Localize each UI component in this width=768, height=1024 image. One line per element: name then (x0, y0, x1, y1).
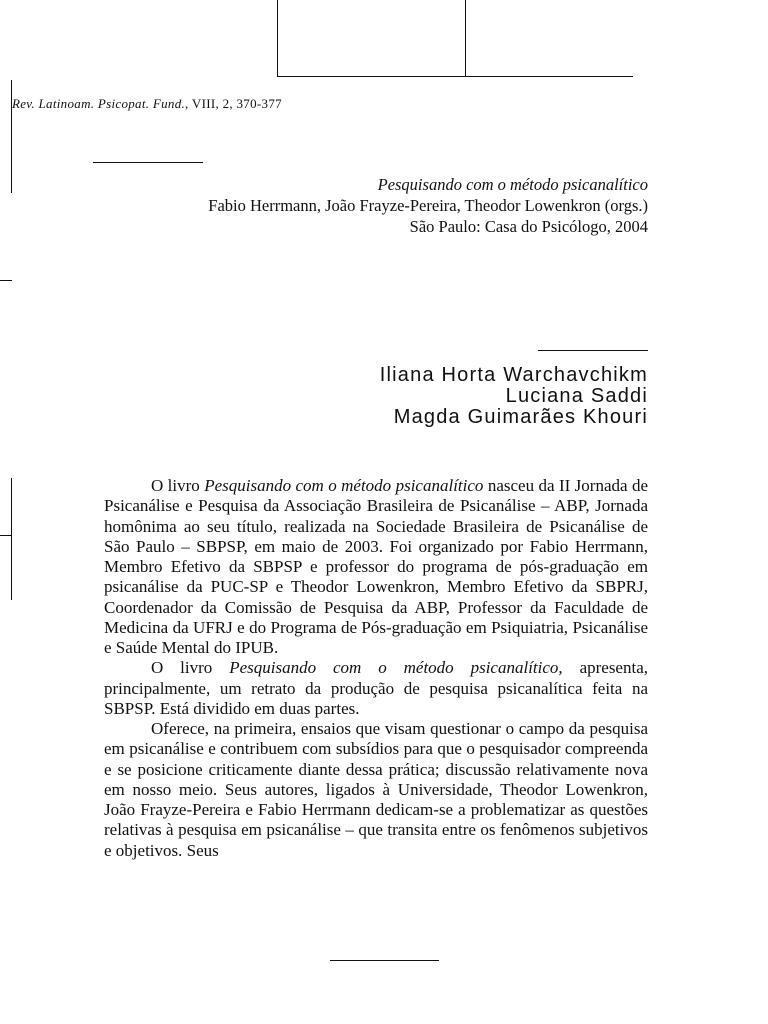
book-publication: São Paulo: Casa do Psicólogo, 2004 (409, 217, 648, 236)
review-authors (148, 365, 648, 428)
book-title: Pesquisando com o método psicanalítico (377, 175, 648, 194)
book-title-inline: Pesquisando com o método psicanalítico, (229, 658, 563, 678)
journal-citation (12, 96, 282, 112)
text-run: nasceu da II Jornada de Psicanálise e Pesquisa da Associação Brasileira de Psicanálise – ABP, Jornada homônima ao seu título, realizada na Sociedade Brasileira de Psicanálise de São Paulo – SBPSP, em maio de 2003. Foi organizado por Fabio Herrmann, Membro Efetivo da SBPSP e professor do programa de pós-graduação em psicanálise da PUC-SP e Theodor Lowenkron, Membro Efetivo da SBPRJ, Coordenador da Comissão de Pesquisa da ABP, Professor da Faculdade de Medicina da UFRJ e do Programa de Pós-graduação em Psiquiatria, Psicanálise e Saúde Mental do IPUB. (104, 476, 648, 657)
book-reference (48, 174, 648, 237)
margin-tick-left (0, 280, 12, 281)
text-run: O livro (151, 476, 205, 495)
review-body (104, 476, 648, 861)
margin-tick-left-lower (0, 535, 12, 536)
paragraph-2 (104, 658, 648, 719)
book-organizers: Fabio Herrmann, João Frayze-Pereira, Theodor Lowenkron (orgs.) (208, 196, 648, 215)
authors-rule (538, 350, 648, 351)
author-name: Magda Guimarães Khouri (393, 406, 648, 428)
text-run: O livro (151, 658, 230, 678)
paragraph-1 (104, 476, 648, 658)
footer-rule (330, 960, 439, 961)
paragraph-3: Oferece, na primeira, ensaios que visam questionar o campo da pesquisa em psicanálise e contribuem com subsídios para que o pesquisador compreenda e se posicione criticamente diante dessa prática; discussão relativamente nova em nosso meio. Seus autores, ligados à Universidade, Theodor Lowenkron, João Frayze-Pereira e Fabio Herrmann dedicam-se a problematizar as questões relativas à pesquisa em psicanálise – que transita entre os fenômenos subjetivos e objetivos. Seus (104, 719, 648, 860)
section-rule (93, 162, 203, 163)
crop-mark-top-middle-vertical (465, 0, 466, 77)
margin-mark-left-lower (11, 478, 12, 600)
book-title-inline: Pesquisando com o método psicanalítico (204, 476, 484, 495)
author-name: Iliana Horta Warchavchikm (379, 364, 648, 386)
crop-mark-top-left-vertical (277, 0, 278, 77)
text-run: apresenta, principalmente, um retrato da produção de pesquisa psicanalítica feita na SBPSP. Está dividido em duas partes. (104, 658, 648, 718)
journal-issue: , VIII, 2, 370-377 (185, 96, 282, 111)
author-name: Luciana Saddi (505, 385, 648, 407)
journal-title: Rev. Latinoam. Psicopat. Fund. (12, 96, 186, 111)
crop-mark-top-horizontal (277, 76, 633, 77)
